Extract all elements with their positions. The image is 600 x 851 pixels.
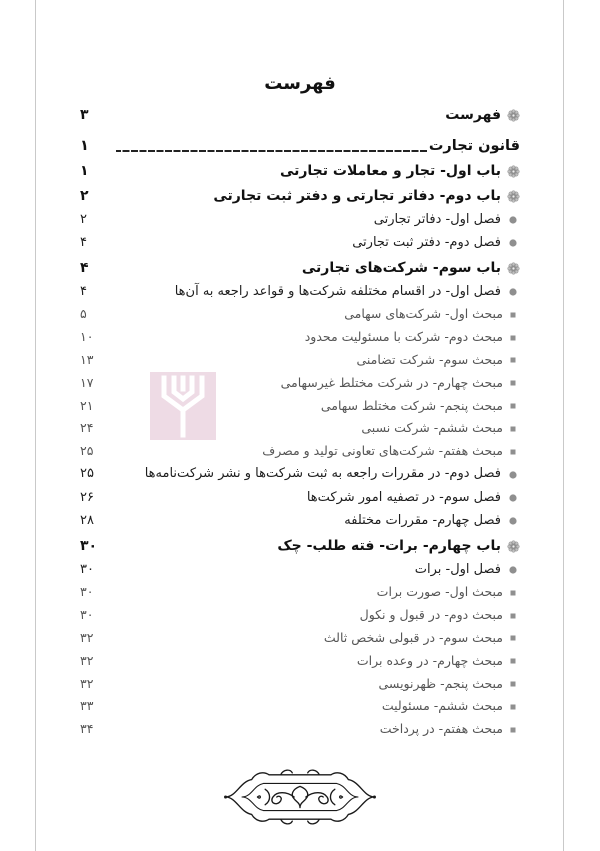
flower-icon	[506, 262, 520, 276]
toc-subsection-page-number: ۳۰	[80, 584, 94, 600]
toc-part	[80, 135, 520, 158]
square-icon	[506, 353, 520, 367]
toc-subsection	[80, 395, 520, 418]
toc-subsection-title: مبحث اول- صورت برات	[376, 584, 503, 600]
toc-subsection-page-number: ۳۰	[80, 607, 94, 623]
toc-subsection	[80, 349, 520, 372]
dot-icon	[506, 468, 520, 482]
toc-subsection-page-number: ۳۴	[80, 721, 94, 737]
toc-chapter	[80, 257, 520, 280]
toc-section	[80, 510, 520, 533]
ornament-divider	[222, 768, 378, 826]
toc-subsection-page-number: ۱۷	[80, 374, 94, 390]
toc-subsection-page-number: ۱۰	[80, 329, 94, 345]
toc-section-page-number: ۳۰	[80, 561, 94, 577]
toc-subsection	[80, 303, 520, 326]
dot-icon	[506, 514, 520, 528]
toc-section-title: فصل اول- برات	[414, 561, 501, 577]
toc-subsection-title: مبحث ششم- شرکت نسبی	[361, 420, 503, 436]
toc-section	[80, 281, 520, 304]
toc-subsection-title: مبحث چهارم- در وعده برات	[356, 652, 503, 668]
toc-chapter	[80, 160, 520, 183]
square-icon	[506, 376, 520, 390]
toc-section	[80, 487, 520, 510]
square-icon	[506, 331, 520, 345]
toc-entry-index-title: فهرست	[445, 107, 501, 123]
toc-subsection-title: مبحث پنجم- شرکت مختلط سهامی	[320, 397, 503, 413]
toc-subsection-page-number: ۳۳	[80, 698, 94, 714]
toc-section	[80, 463, 520, 486]
toc-section-page-number: ۲۸	[80, 513, 94, 529]
toc-section-title: فصل چهارم- مقررات مختلفه	[344, 513, 501, 529]
toc-entry-index-page-number: ۳	[80, 107, 89, 123]
flower-icon	[506, 190, 520, 204]
toc-subsection-page-number: ۳۲	[80, 652, 94, 668]
square-icon	[506, 399, 520, 413]
toc-chapter-page-number: ۱	[80, 163, 89, 180]
toc-chapter-title: باب اول- تجار و معاملات تجارتی	[279, 163, 501, 180]
toc-subsection	[80, 718, 520, 741]
toc-chapter-page-number: ۴	[80, 260, 89, 277]
square-icon	[506, 631, 520, 645]
toc-subsection-title: مبحث سوم- شرکت تضامنی	[356, 351, 503, 367]
square-icon	[506, 700, 520, 714]
toc-subsection	[80, 650, 520, 673]
toc-section-title: فصل سوم- در تصفیه امور شرکت‌ها	[306, 489, 501, 505]
square-icon	[506, 586, 520, 600]
flower-icon	[506, 164, 520, 178]
toc-subsection-title: مبحث هفتم- در پرداخت	[379, 721, 503, 737]
toc-chapter-title: باب چهارم- برات- فته طلب- چک	[277, 538, 501, 555]
toc-subsection	[80, 695, 520, 718]
toc-subsection	[80, 417, 520, 440]
toc-subsection-page-number: ۱۳	[80, 351, 94, 367]
toc-section	[80, 559, 520, 582]
toc-chapter-title: باب سوم- شرکت‌های تجارتی	[301, 260, 501, 277]
square-icon	[506, 422, 520, 436]
toc-section-page-number: ۲۵	[80, 466, 94, 482]
toc-section-title: فصل اول- در اقسام مختلفه شرکت‌ها و قواعد راجعه به آن‌ها	[174, 283, 501, 299]
toc-subsection	[80, 627, 520, 650]
toc-subsection-page-number: ۳۲	[80, 675, 94, 691]
flower-icon	[506, 108, 520, 122]
toc-subsection	[80, 440, 520, 463]
toc-chapter-title: باب دوم- دفاتر تجارتی و دفتر ثبت تجارتی	[213, 188, 501, 205]
square-icon	[506, 609, 520, 623]
toc-section	[80, 209, 520, 232]
leader-line	[116, 150, 427, 152]
square-icon	[506, 723, 520, 737]
toc-entry-index	[80, 104, 520, 127]
toc-subsection-title: مبحث پنجم- ظهرنویسی	[378, 675, 503, 691]
toc-subsection-title: مبحث چهارم- در شرکت مختلط غیرسهامی	[280, 374, 503, 390]
page-title: فهرست	[264, 73, 336, 94]
toc-subsection	[80, 326, 520, 349]
toc-subsection-page-number: ۲۴	[80, 420, 94, 436]
toc-subsection-title: مبحث ششم- مسئولیت	[381, 698, 503, 714]
table-of-contents	[80, 104, 520, 741]
toc-subsection	[80, 673, 520, 696]
toc-chapter-page-number: ۳۰	[80, 538, 98, 555]
flower-icon	[506, 540, 520, 554]
dot-icon	[506, 285, 520, 299]
toc-subsection-page-number: ۲۵	[80, 443, 94, 459]
square-icon	[506, 654, 520, 668]
toc-subsection-page-number: ۲۱	[80, 397, 94, 413]
toc-part-page-number: ۱	[80, 137, 89, 154]
toc-section-page-number: ۲	[80, 211, 87, 227]
toc-section-page-number: ۴	[80, 283, 87, 299]
square-icon	[506, 445, 520, 459]
toc-subsection-title: مبحث اول- شرکت‌های سهامی	[344, 306, 503, 322]
square-icon	[506, 677, 520, 691]
dot-icon	[506, 563, 520, 577]
toc-subsection-title: مبحث سوم- در قبولی شخص ثالث	[323, 630, 503, 646]
toc-section-page-number: ۲۶	[80, 489, 94, 505]
toc-section-title: فصل دوم- دفتر ثبت تجارتی	[352, 234, 501, 250]
toc-section	[80, 232, 520, 255]
toc-chapter	[80, 535, 520, 558]
dot-icon	[506, 236, 520, 250]
toc-subsection	[80, 604, 520, 627]
toc-part-title: قانون تجارت	[428, 137, 520, 154]
toc-subsection-page-number: ۳۲	[80, 630, 94, 646]
toc-subsection	[80, 372, 520, 395]
toc-section-title: فصل دوم- در مقررات راجعه به ثبت شرکت‌ها و نشر شرکت‌نامه‌ها	[144, 466, 501, 482]
toc-subsection-title: مبحث هفتم- شرکت‌های تعاونی تولید و مصرف	[262, 443, 503, 459]
toc-section-title: فصل اول- دفاتر تجارتی	[373, 211, 501, 227]
dot-icon	[506, 491, 520, 505]
toc-subsection	[80, 581, 520, 604]
toc-section-page-number: ۴	[80, 234, 87, 250]
dot-icon	[506, 213, 520, 227]
toc-chapter-page-number: ۲	[80, 188, 89, 205]
toc-chapter	[80, 185, 520, 208]
toc-subsection-title: مبحث دوم- در قبول و نکول	[359, 607, 503, 623]
toc-subsection-title: مبحث دوم- شرکت با مسئولیت محدود	[304, 329, 503, 345]
toc-subsection-page-number: ۵	[80, 306, 87, 322]
square-icon	[506, 308, 520, 322]
